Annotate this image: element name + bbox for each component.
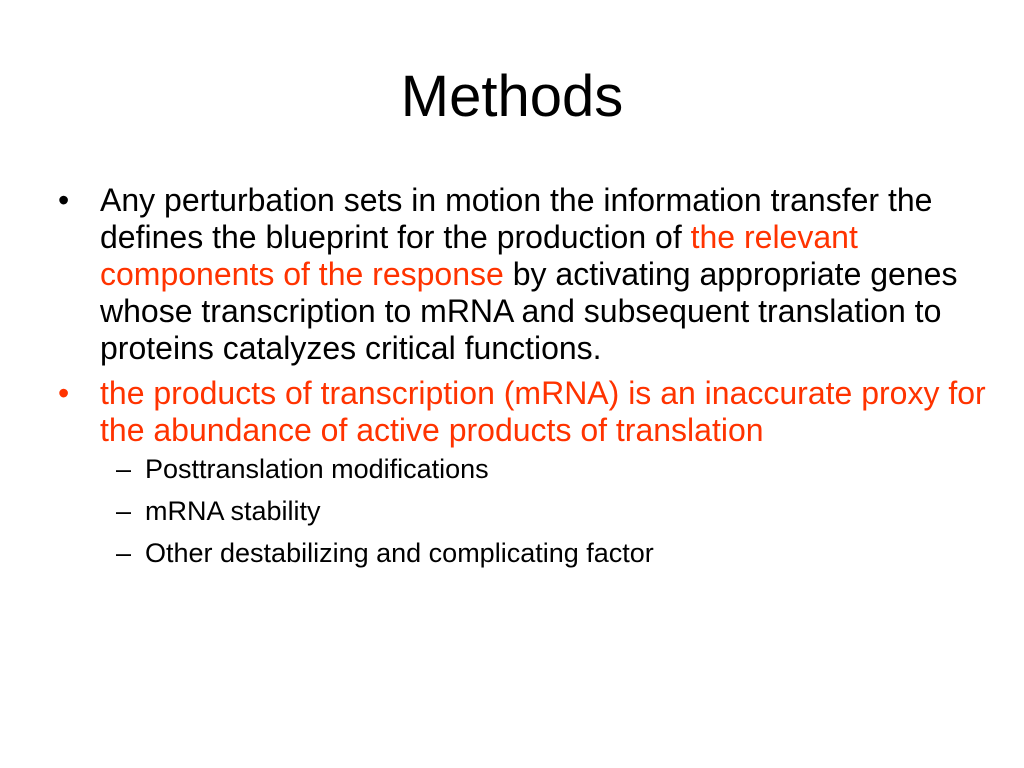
sub-bullet-list [100,453,988,569]
sub-item-text: mRNA stability [145,496,321,526]
highlighted-text: the relevant components of the response [100,219,858,292]
bullet-marker: • [58,375,70,411]
sub-marker: – [116,538,132,568]
bullet-item-transcription-proxy [58,375,988,569]
sub-item-mrna-stability [100,495,988,527]
bullet-marker: • [58,182,70,218]
bullet-list [58,182,988,579]
sub-marker: – [116,496,132,526]
sub-item-text: Posttranslation modifications [145,454,489,484]
bullet-text: by activating appropriate genes whose transcription to mRNA and subsequent translation to proteins catalyzes critical functions. [100,256,958,366]
sub-item-other-factors [100,537,988,569]
bullet-item-perturbation [58,182,988,367]
bullet-text: Any perturbation sets in motion the information transfer the defines the blueprint for the production of [100,182,933,255]
sub-item-text: Other destabilizing and complicating factor [145,538,654,568]
sub-item-posttranslation [100,453,988,485]
sub-marker: – [116,454,132,484]
bullet-text: the products of transcription (mRNA) is an inaccurate proxy for the abundance of active products of translation [100,375,986,448]
slide-title: Methods [400,64,624,129]
